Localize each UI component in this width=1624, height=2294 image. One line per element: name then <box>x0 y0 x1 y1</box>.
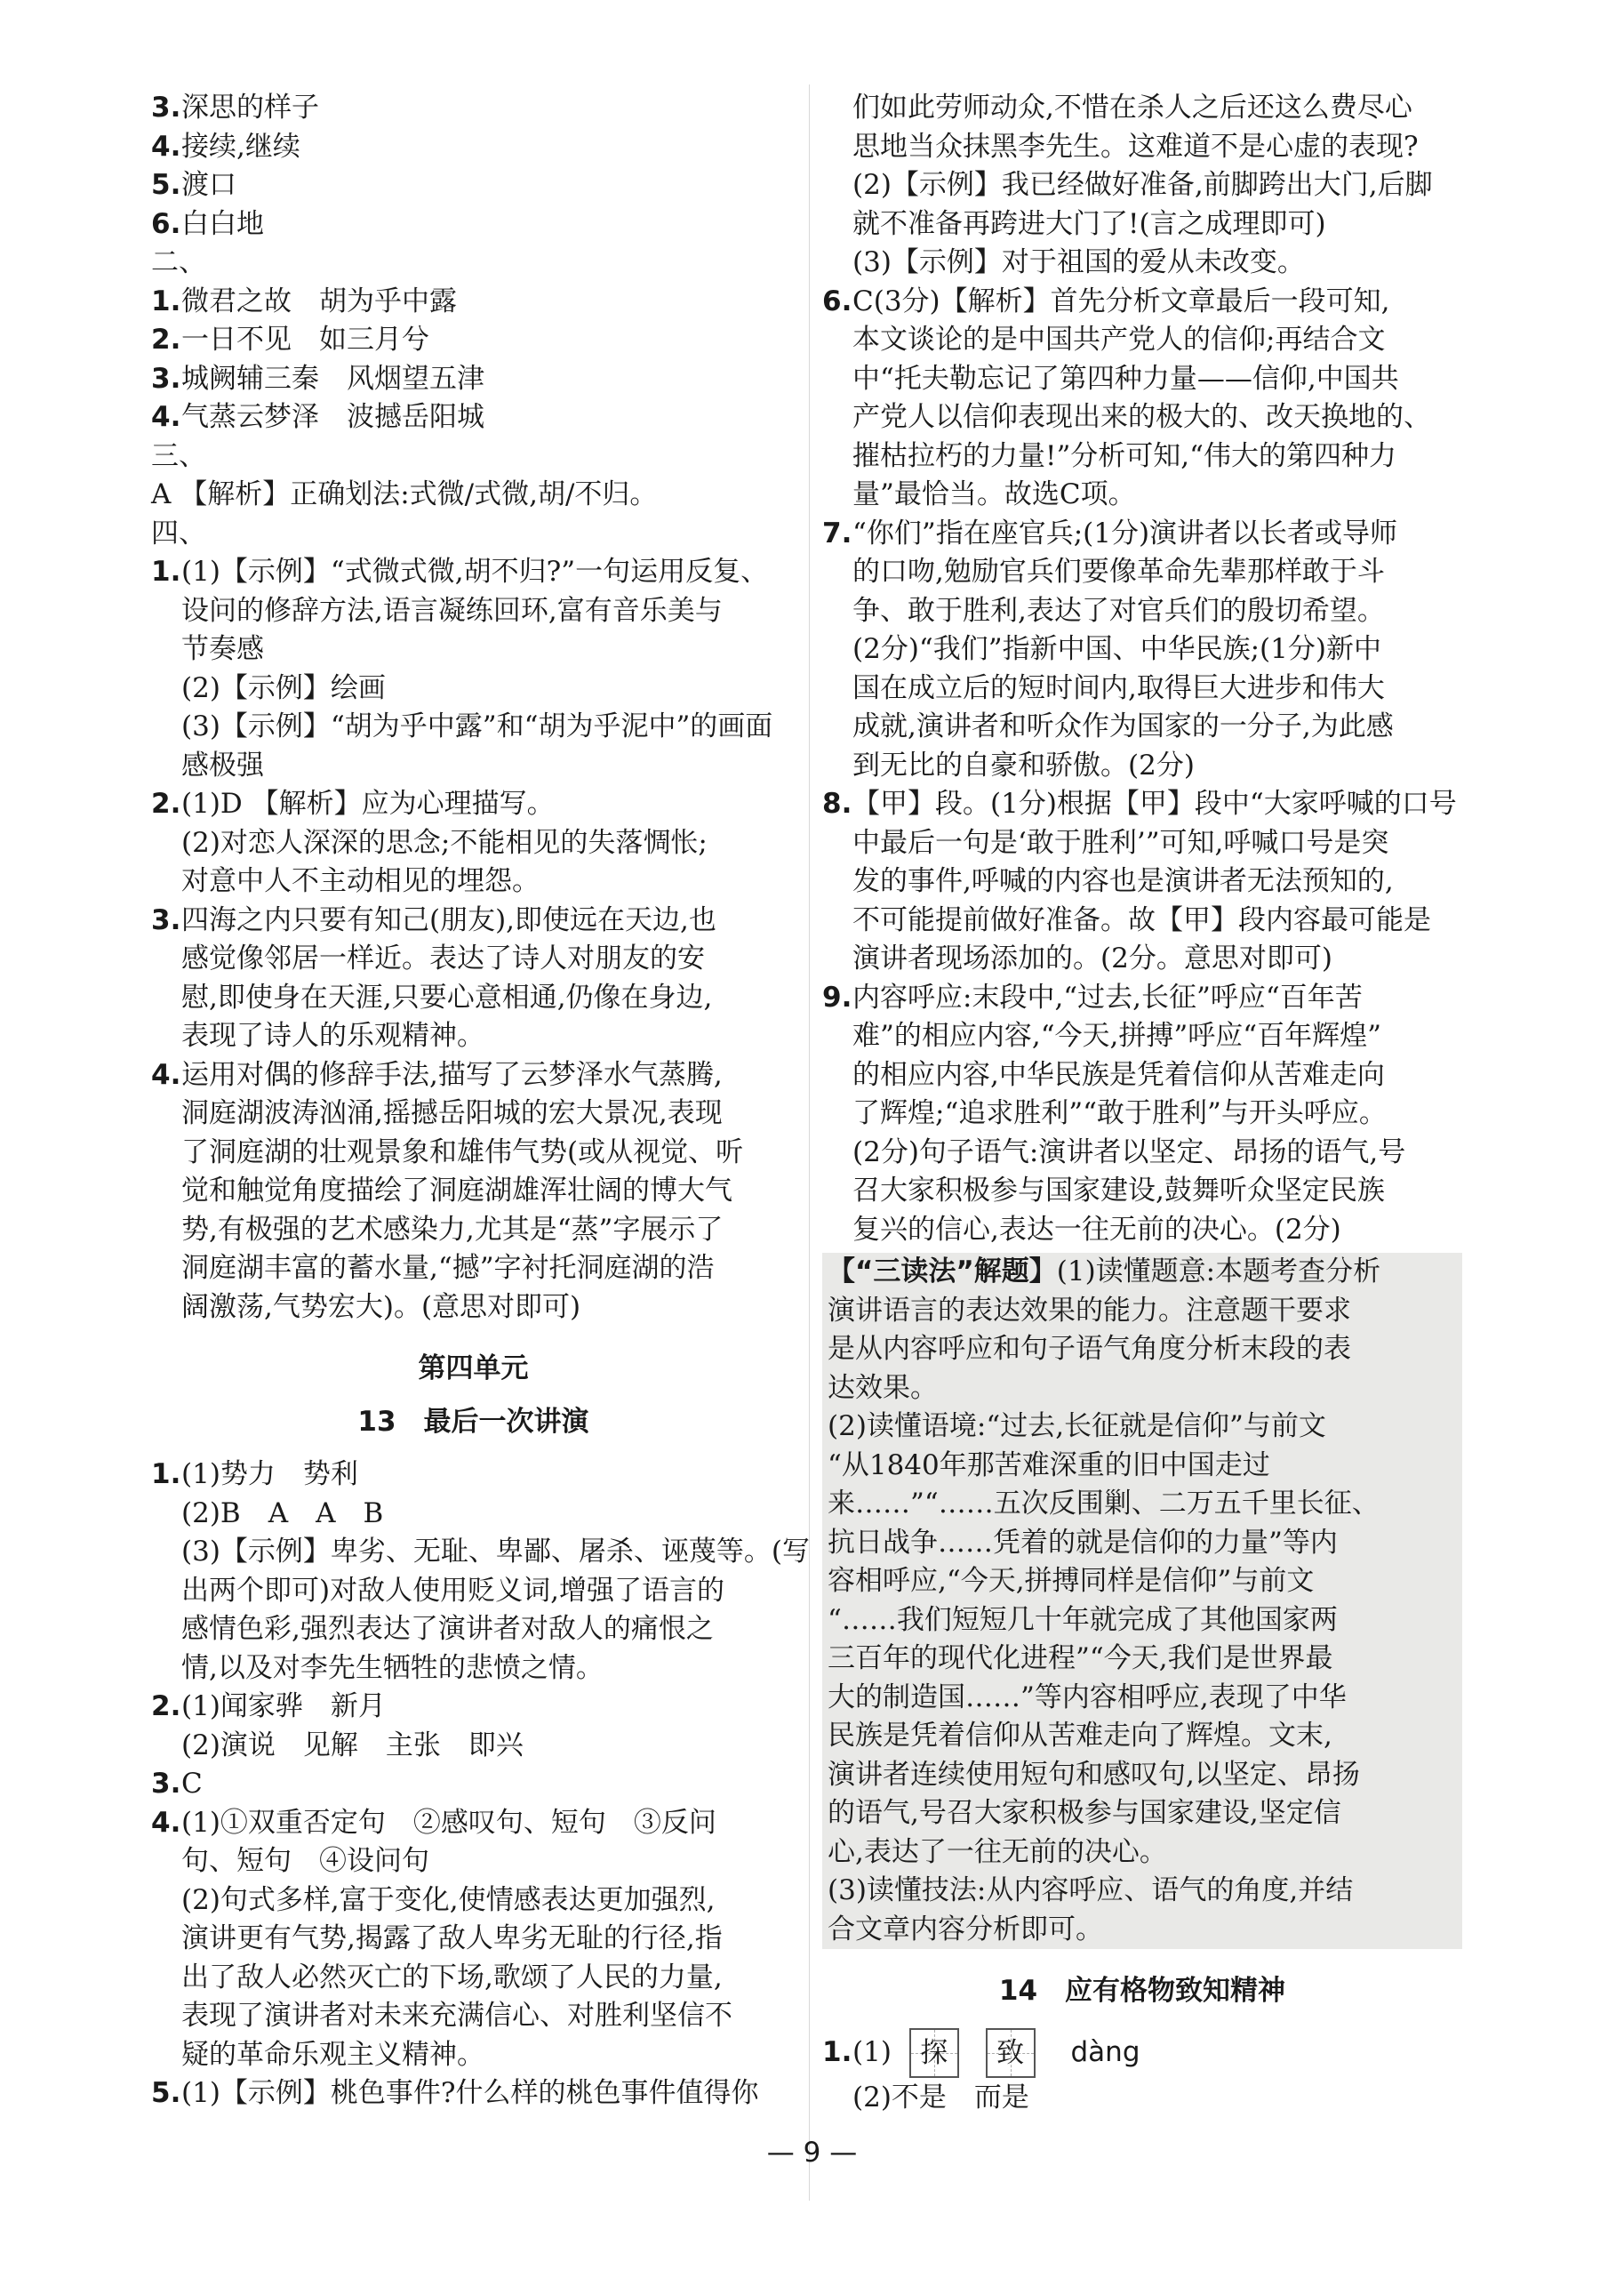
lesson-title: 14 应有格物致知精神 <box>998 1975 1286 2007</box>
text-line <box>151 360 796 399</box>
text-line: 中最后一句是‘敢于胜利’”可知,呼喊口号是突 <box>852 826 1389 859</box>
answer-block <box>822 89 1462 283</box>
answer-block <box>151 902 796 1056</box>
question-number: 3. <box>151 362 181 395</box>
question-number: 4. <box>151 401 181 433</box>
box-line: 合文章内容分析即可。 <box>828 1913 1103 1945</box>
box-line: 演讲语言的表达效果的能力。注意题干要求 <box>828 1294 1351 1327</box>
text-line: 表现了演讲者对未来充满信心、对胜利坚信不 <box>181 2000 732 2032</box>
line-text: 四海之内只要有知己(朋友),即使远在天边,也 <box>181 903 716 936</box>
box-line: (2)读懂语境:“过去,长征就是信仰”与前文 <box>828 1410 1326 1442</box>
question-number: 8. <box>822 788 852 820</box>
text-line: 的口吻,勉励官兵们要像革命先辈那样敢于斗 <box>852 556 1385 588</box>
box-line: 三百年的现代化进程”“今天,我们是世界最 <box>828 1642 1333 1674</box>
answer-line <box>151 2074 796 2114</box>
line-text: (1)【示例】“式微式微,胡不归?”一句运用反复、 <box>181 556 769 588</box>
text-line: (2)演说 见解 主张 即兴 <box>181 1729 524 1761</box>
question-number: 1. <box>151 285 181 317</box>
question-number: 5. <box>151 169 181 201</box>
text-line: 出两个即可)对敌人使用贬义词,增强了语言的 <box>181 1574 724 1607</box>
box-line: 达效果。 <box>828 1371 938 1404</box>
text-line: 慰,即使身在天涯,只要心意相通,仍像在身边, <box>181 981 713 1014</box>
question-number: 3. <box>151 92 181 124</box>
section-four-label: 四、 <box>151 517 206 549</box>
text-line: 中“托夫勒忘记了第四种力量——信仰,中国共 <box>852 362 1399 395</box>
text-line <box>151 205 796 245</box>
question-number: 2. <box>151 1690 181 1722</box>
text-line <box>822 283 1462 322</box>
box-line: 的语气,号召大家积极参与国家建设,坚定信 <box>828 1797 1341 1829</box>
text-line <box>822 515 1462 554</box>
text-line: 句、短句 ④设问句 <box>181 1845 429 1877</box>
text-line: 到无比的自豪和骄傲。(2分) <box>852 749 1195 782</box>
text-line: (3)【示例】卑劣、无耻、卑鄙、屠杀、诬蔑等。(写 <box>181 1536 811 1568</box>
text-line: (3)【示例】对于祖国的爱从未改变。 <box>852 246 1305 278</box>
answer-line: (2)不是 而是 <box>852 2081 1029 2114</box>
text-line: 出了敌人必然灭亡的下场,歌颂了人民的力量, <box>181 1961 723 1993</box>
line-text: 渡口 <box>181 169 236 201</box>
text-line: 本文谈论的是中国共产党人的信仰;再结合文 <box>852 324 1386 356</box>
tianzige-box <box>909 2028 959 2078</box>
text-line: 感觉像邻居一样近。表达了诗人对朋友的安 <box>181 942 705 975</box>
text-line: 表现了诗人的乐观精神。 <box>181 1020 484 1052</box>
answer-block <box>151 1456 811 1688</box>
line-text: C <box>181 1768 203 1800</box>
question-number: 2. <box>151 324 181 356</box>
text-line <box>151 128 796 167</box>
text-line: 成就,演讲者和听众作为国家的一分子,为此感 <box>852 710 1394 742</box>
column-divider <box>809 84 810 2201</box>
three-reading-method-box <box>822 1253 1462 1949</box>
text-line: 产党人以信仰表现出来的极大的、改天换地的、 <box>852 401 1431 433</box>
section-one-tail <box>151 89 796 244</box>
line-text: (1)闻家骅 新月 <box>181 1690 386 1722</box>
answer-block <box>151 1804 796 2075</box>
text-line: 摧枯拉朽的力量!”分析可知,“伟大的第四种力 <box>852 439 1397 472</box>
text-line: 们如此劳师动众,不惜在杀人之后还这么费尽心 <box>852 92 1412 124</box>
box-line: (3)读懂技法:从内容呼应、语气的角度,并结 <box>828 1874 1354 1906</box>
text-line: 发的事件,呼喊的内容也是演讲者无法预知的, <box>852 865 1394 897</box>
box-line: 大的制造国……”等内容相呼应,表现了中华 <box>828 1680 1347 1713</box>
line-text: 微君之故 胡为乎中露 <box>181 285 457 317</box>
text-line: 争、敢于胜利,表达了对官兵们的殷切希望。 <box>852 594 1385 627</box>
lesson-title: 13 最后一次讲演 <box>357 1405 589 1438</box>
text-line: 觉和触觉角度描绘了洞庭湖雄浑壮阔的博大气 <box>181 1175 732 1207</box>
line-text: 接续,继续 <box>181 130 300 163</box>
box-line: 来……”“……五次反围剿、二万五千里长征、 <box>828 1488 1380 1520</box>
text-line <box>822 979 1462 1018</box>
text-line: 势,有极强的艺术感染力,尤其是“蒸”字展示了 <box>181 1213 724 1246</box>
text-line: 量”最恰当。故选C项。 <box>852 478 1136 510</box>
line-text: 一日不见 如三月兮 <box>181 324 429 356</box>
section-three-answer: A 【解析】正确划法:式微/式微,胡/不归。 <box>151 478 658 510</box>
answer-block <box>151 785 796 902</box>
question-number: 1. <box>151 556 181 588</box>
text-line <box>151 321 796 360</box>
text-line: 复兴的信心,表达一往无前的决心。(2分) <box>852 1213 1341 1246</box>
section-three-label: 三、 <box>151 439 206 472</box>
answer-block <box>151 1056 796 1327</box>
box-first-line: (1)读懂题意:本题考查分析 <box>1056 1255 1381 1287</box>
line-text: (1)【示例】桃色事件?什么样的桃色事件值得你 <box>181 2077 759 2109</box>
line-text: (1)①双重否定句 ②感叹句、短句 ③反问 <box>181 1806 716 1839</box>
text-line: 设问的修辞方法,语言凝练回环,富有音乐美与 <box>181 594 723 627</box>
box-body <box>828 1292 1457 1950</box>
box-line: 民族是凭着信仰从苦难走向了辉煌。文末, <box>828 1720 1332 1752</box>
text-line: 的相应内容,中华民族是凭着信仰从苦难走向 <box>852 1058 1385 1091</box>
question-number: 6. <box>151 207 181 240</box>
char: 探 <box>920 2037 948 2069</box>
text-line <box>151 1056 796 1095</box>
box-line: 是从内容呼应和句子语气角度分析末段的表 <box>828 1333 1351 1365</box>
page-number: — 9 — <box>766 2137 858 2169</box>
text-line <box>151 166 796 205</box>
box-title: 【“三读法”解题】 <box>828 1255 1057 1287</box>
section-two-list <box>151 283 796 437</box>
line-text: (1)势力 势利 <box>181 1458 358 1490</box>
question-number: 3. <box>151 903 181 936</box>
text-line: 了辉煌;“追求胜利”“敢于胜利”与开头呼应。 <box>852 1097 1387 1129</box>
line-text: C(3分)【解析】首先分析文章最后一段可知, <box>852 285 1390 317</box>
text-line: 演讲更有气势,揭露了敌人卑劣无耻的行径,指 <box>181 1922 723 1954</box>
text-line <box>151 89 796 128</box>
text-line: 洞庭湖波涛汹涌,摇撼岳阳城的宏大景况,表现 <box>181 1097 723 1129</box>
text-line: 难”的相应内容,“今天,拼搏”呼应“百年辉煌” <box>852 1020 1381 1052</box>
text-line: (2)B A A B <box>181 1496 384 1529</box>
pinyin: dàng <box>1070 2035 1140 2068</box>
question-number: 3. <box>151 1768 181 1800</box>
text-line: (2)【示例】我已经做好准备,前脚跨出大门,后脚 <box>852 169 1433 201</box>
box-line: 抗日战争……凭着的就是信仰的力量”等内 <box>828 1526 1338 1559</box>
box-line: 心,表达了一往无前的决心。 <box>828 1835 1167 1868</box>
line-text: 运用对偶的修辞手法,描写了云梦泽水气蒸腾, <box>181 1058 723 1091</box>
answer-block <box>151 1688 796 1765</box>
text-line: (2分)“我们”指新中国、中华民族;(1分)新中 <box>852 633 1381 665</box>
answer-line <box>822 2025 1462 2079</box>
text-line <box>822 785 1462 824</box>
answer-line <box>151 1765 796 1804</box>
text-line <box>151 283 796 322</box>
text-line <box>151 553 796 592</box>
text-line: 情,以及对李先生牺牲的悲愤之情。 <box>181 1651 604 1684</box>
text-line <box>151 785 796 824</box>
box-line: 演讲者连续使用短句和感叹句,以坚定、昂扬 <box>828 1758 1360 1791</box>
question-number: 9. <box>822 981 852 1014</box>
line-text: “你们”指在座官兵;(1分)演讲者以长者或导师 <box>852 517 1398 549</box>
question-number: 4. <box>151 1058 181 1091</box>
text-line: 阔激荡,气势宏大)。(意思对即可) <box>181 1290 581 1323</box>
text-line: (2)【示例】绘画 <box>181 671 386 704</box>
text-line: 就不准备再跨进大门了!(言之成理即可) <box>852 207 1326 240</box>
text-line: 不可能提前做好准备。故【甲】段内容最可能是 <box>852 903 1431 936</box>
question-number: 5. <box>151 2077 181 2109</box>
box-line: 容相呼应,“今天,拼搏同样是信仰”与前文 <box>828 1565 1315 1597</box>
text-line <box>151 1456 796 1495</box>
text-line: 疑的革命乐观主义精神。 <box>181 2038 484 2071</box>
left-column <box>151 89 811 2114</box>
unit-title: 第四单元 <box>418 1352 529 1384</box>
text-line <box>151 1804 796 1843</box>
question-number: 2. <box>151 788 181 820</box>
answer-block <box>822 283 1462 515</box>
text-line: (2)句式多样,富于变化,使情感表达更加强烈, <box>181 1883 716 1916</box>
question-number: 4. <box>151 1806 181 1839</box>
question-part: (1) <box>852 2035 892 2068</box>
answer-block <box>151 553 796 785</box>
text-line: 洞庭湖丰富的蓄水量,“撼”字衬托洞庭湖的浩 <box>181 1252 715 1284</box>
answer-block <box>822 515 1462 786</box>
text-line: 演讲者现场添加的。(2分。意思对即可) <box>852 942 1332 975</box>
text-line: 了洞庭湖的壮观景象和雄伟气势(或从视觉、听 <box>181 1135 744 1168</box>
right-column <box>822 89 1462 2117</box>
line-text: 【甲】段。(1分)根据【甲】段中“大家呼喊的口号 <box>852 788 1457 820</box>
text-line: (2)对恋人深深的思念;不能相见的失落惆怅; <box>181 826 708 859</box>
text-line: (2分)句子语气:演讲者以坚定、昂扬的语气,号 <box>852 1135 1406 1168</box>
text-line <box>151 902 796 941</box>
line-text: (1)D 【解析】应为心理描写。 <box>181 788 555 820</box>
line-text: 城阙辅三秦 风烟望五津 <box>181 362 484 395</box>
line-text: 内容呼应:末段中,“过去,长征”呼应“百年苦 <box>852 981 1363 1014</box>
box-line: “从1840年那苦难深重的旧中国走过 <box>828 1448 1270 1481</box>
text-line: 感极强 <box>181 749 264 782</box>
tianzige-box <box>986 2028 1036 2078</box>
text-line <box>151 398 796 437</box>
question-number: 1. <box>151 1458 181 1490</box>
line-text: 气蒸云梦泽 波撼岳阳城 <box>181 401 484 433</box>
line-text: 白白地 <box>181 207 264 240</box>
question-number: 4. <box>151 130 181 163</box>
text-line: 召大家积极参与国家建设,鼓舞听众坚定民族 <box>852 1175 1385 1207</box>
text-line: 感情色彩,强烈表达了演讲者对敌人的痛恨之 <box>181 1613 714 1645</box>
text-line: 对意中人不主动相见的埋怨。 <box>181 865 540 897</box>
char: 致 <box>996 2037 1025 2069</box>
text-line: 思地当众抹黑李先生。这难道不是心虚的表现? <box>852 130 1419 163</box>
text-line <box>151 1688 796 1727</box>
question-number: 6. <box>822 285 852 317</box>
box-line: “……我们短短几十年就完成了其他国家两 <box>828 1603 1338 1636</box>
line-text: 深思的样子 <box>181 92 319 124</box>
text-line: 国在成立后的短时间内,取得巨大进步和伟大 <box>852 671 1385 704</box>
answer-block <box>822 979 1462 1250</box>
text-line: 节奏感 <box>181 633 264 665</box>
question-number: 7. <box>822 517 852 549</box>
answer-block <box>822 785 1462 979</box>
question-number: 1. <box>822 2035 852 2068</box>
section-two-label: 二、 <box>151 246 206 278</box>
text-line: (3)【示例】“胡为乎中露”和“胡为乎泥中”的画面 <box>181 710 773 742</box>
